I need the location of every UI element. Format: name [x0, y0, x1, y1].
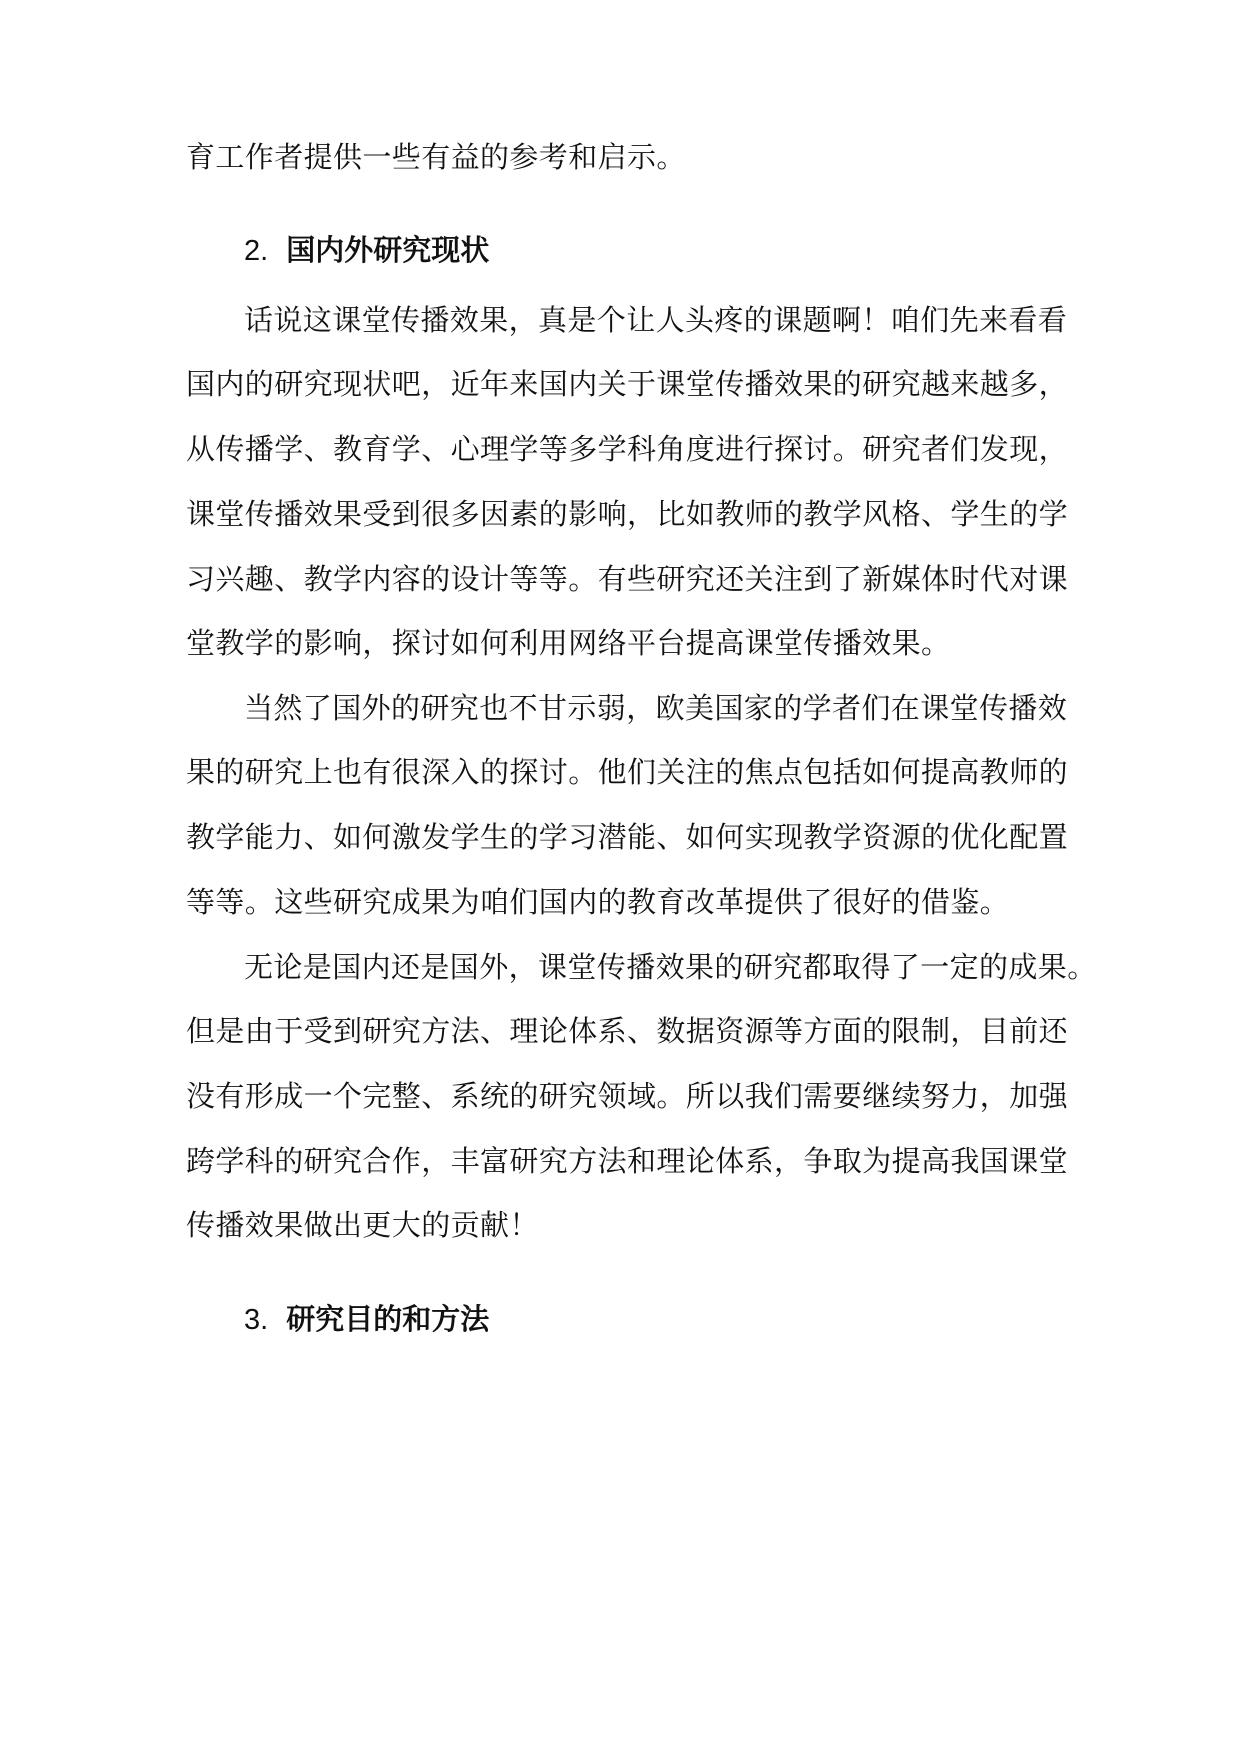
paragraph-line: 从传播学、教育学、心理学等多学科角度进行探讨。研究者们发现， [186, 432, 1069, 466]
paragraph-line: 国内的研究现状吧，近年来国内关于课堂传播效果的研究越来越多， [186, 367, 1069, 401]
section-heading-3 [244, 1299, 489, 1340]
paragraph-line: 当然了国外的研究也不甘示弱，欧美国家的学者们在课堂传播效 [244, 691, 1068, 725]
paragraph-line: 习兴趣、教学内容的设计等等。有些研究还关注到了新媒体时代对课 [186, 562, 1069, 596]
paragraph-line: 但是由于受到研究方法、理论体系、数据资源等方面的限制，目前还 [186, 1014, 1069, 1048]
paragraph-line: 无论是国内还是国外，课堂传播效果的研究都取得了一定的成果。 [244, 950, 1097, 984]
paragraph-line: 课堂传播效果受到很多因素的影响，比如教师的教学风格、学生的学 [186, 497, 1069, 531]
section-number: 3. [244, 1304, 269, 1336]
paragraph-line: 没有形成一个完整、系统的研究领域。所以我们需要继续努力，加强 [186, 1079, 1069, 1113]
paragraph-line: 等等。这些研究成果为咱们国内的教育改革提供了很好的借鉴。 [186, 885, 1010, 919]
section-title: 国内外研究现状 [286, 233, 490, 267]
paragraph-line: 育工作者提供一些有益的参考和启示。 [186, 140, 686, 174]
section-number: 2. [244, 235, 269, 267]
paragraph-line: 堂教学的影响，探讨如何利用网络平台提高课堂传播效果。 [186, 626, 951, 660]
paragraph-line: 话说这课堂传播效果，真是个让人头疼的课题啊！咱们先来看看 [244, 303, 1068, 337]
paragraph-line: 传播效果做出更大的贡献！ [186, 1208, 539, 1242]
paragraph-line: 跨学科的研究合作，丰富研究方法和理论体系，争取为提高我国课堂 [186, 1144, 1069, 1178]
paragraph-line: 果的研究上也有很深入的探讨。他们关注的焦点包括如何提高教师的 [186, 755, 1069, 789]
paragraph-line: 教学能力、如何激发学生的学习潜能、如何实现教学资源的优化配置 [186, 820, 1069, 854]
section-title: 研究目的和方法 [286, 1302, 490, 1336]
section-heading-2 [244, 230, 489, 271]
